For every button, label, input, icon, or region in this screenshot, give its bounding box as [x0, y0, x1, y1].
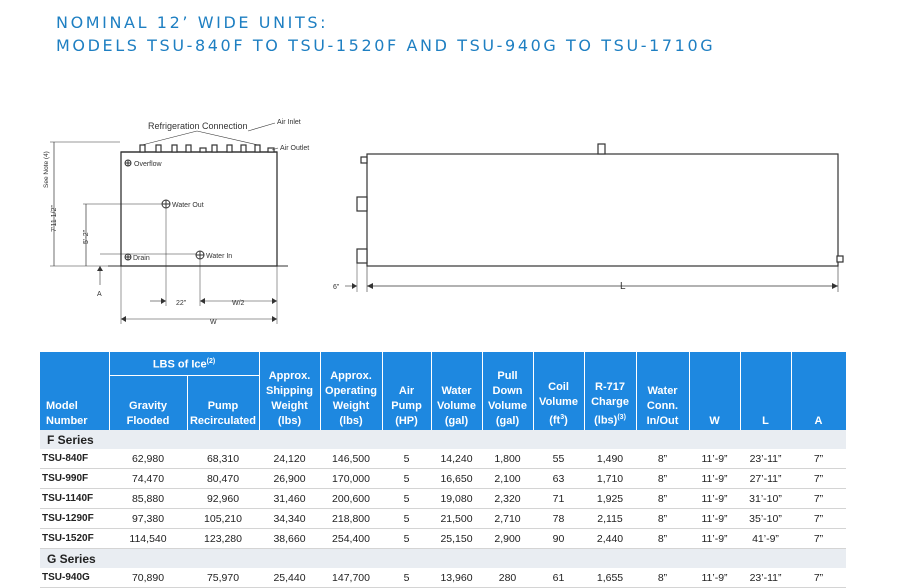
see-note-label: See Note (4) — [43, 151, 50, 188]
height-water-label: 5’-2” — [83, 229, 90, 244]
table-cell: 31’-10” — [740, 489, 791, 509]
series-label-f: F Series — [40, 430, 846, 449]
table-cell: 8” — [636, 529, 689, 549]
table-cell: 8” — [636, 489, 689, 509]
table-cell: 55 — [533, 449, 584, 469]
table-cell: 68,310 — [187, 449, 259, 469]
model-cell: TSU-990F — [40, 469, 109, 489]
table-cell: 147,700 — [320, 568, 382, 588]
header-w: W — [689, 352, 740, 430]
page-heading-line-1: NOMINAL 12’ WIDE UNITS: — [56, 13, 329, 32]
plan-view-labels — [333, 281, 626, 292]
header-pull-down-volume: Pull Down Volume (gal) — [482, 352, 533, 430]
table-cell: 85,880 — [109, 489, 187, 509]
table-row — [40, 469, 846, 489]
table-cell: 5 — [382, 509, 431, 529]
page-heading-line-2: MODELS TSU-840F TO TSU-1520F AND TSU-940G TO TSU-1710G — [56, 36, 716, 55]
plan-view-drawing — [345, 144, 843, 292]
table-row — [40, 449, 846, 469]
dim-l-label: L — [620, 281, 626, 292]
table-cell: 38,660 — [259, 529, 320, 549]
table-cell: 14,240 — [431, 449, 482, 469]
table-cell: 62,980 — [109, 449, 187, 469]
table-cell: 16,650 — [431, 469, 482, 489]
table-cell: 8” — [636, 469, 689, 489]
table-cell: 5 — [382, 568, 431, 588]
table-cell: 61 — [533, 568, 584, 588]
overflow-label: Overflow — [134, 161, 162, 168]
dim-6-label: 6” — [333, 284, 340, 291]
header-water-volume: Water Volume (gal) — [431, 352, 482, 430]
table-cell: 114,540 — [109, 529, 187, 549]
header-model-number: Model Number — [40, 352, 109, 430]
table-cell: 280 — [482, 568, 533, 588]
height-total-label: 7’11 1/2” — [51, 205, 58, 232]
table-cell: 23’-11” — [740, 449, 791, 469]
table-cell: 34,340 — [259, 509, 320, 529]
table-cell: 35’-10” — [740, 509, 791, 529]
air-outlet-label: Air Outlet — [280, 145, 310, 152]
table-cell: 11’-9” — [689, 568, 740, 588]
table-cell: 200,600 — [320, 489, 382, 509]
table-cell: 1,655 — [584, 568, 636, 588]
table-cell: 218,800 — [320, 509, 382, 529]
table-cell: 27’-11” — [740, 469, 791, 489]
dim-w-label: W — [210, 319, 217, 326]
dim-w2-label: W/2 — [232, 300, 245, 307]
table-cell: 26,900 — [259, 469, 320, 489]
table-cell: 5 — [382, 529, 431, 549]
table-cell: 92,960 — [187, 489, 259, 509]
air-inlet-label: Air Inlet — [277, 119, 301, 126]
header-lbs-of-ice: LBS of Ice$^{(2)}$ — [109, 352, 259, 376]
table-cell: 254,400 — [320, 529, 382, 549]
water-in-label: Water In — [206, 253, 233, 260]
table-cell: 11’-9” — [689, 449, 740, 469]
table-cell: 1,710 — [584, 469, 636, 489]
table-cell: 2,320 — [482, 489, 533, 509]
model-cell: TSU-840F — [40, 449, 109, 469]
table-cell: 2,710 — [482, 509, 533, 529]
drain-label: Drain — [133, 255, 150, 262]
header-air-pump: Air Pump (HP) — [382, 352, 431, 430]
model-cell: TSU-1140F — [40, 489, 109, 509]
table-row — [40, 529, 846, 549]
table-cell: 7” — [791, 449, 846, 469]
header-coil-volume: Coil Volume $(ft^3)$ — [533, 352, 584, 430]
table-cell: 25,150 — [431, 529, 482, 549]
header-gravity-flooded: Gravity Flooded — [109, 376, 187, 431]
model-cell: TSU-1520F — [40, 529, 109, 549]
table-cell: 23’-11” — [740, 568, 791, 588]
table-cell: 8” — [636, 568, 689, 588]
table-cell: 31,460 — [259, 489, 320, 509]
table-cell: 78 — [533, 509, 584, 529]
table-cell: 11’-9” — [689, 529, 740, 549]
table-row — [40, 509, 846, 529]
dim-a-label: A — [97, 291, 102, 298]
table-cell: 11’-9” — [689, 489, 740, 509]
table-cell: 7” — [791, 469, 846, 489]
table-cell: 7” — [791, 568, 846, 588]
table-cell: 7” — [791, 509, 846, 529]
table-cell: 7” — [791, 529, 846, 549]
series-row-f — [40, 430, 846, 449]
table-cell: 5 — [382, 449, 431, 469]
table-cell: 7” — [791, 489, 846, 509]
table-cell: 2,900 — [482, 529, 533, 549]
model-cell: TSU-940G — [40, 568, 109, 588]
table-row — [40, 489, 846, 509]
table-cell: 74,470 — [109, 469, 187, 489]
header-l: L — [740, 352, 791, 430]
table-cell: 2,115 — [584, 509, 636, 529]
table-cell: 5 — [382, 469, 431, 489]
side-view-drawing — [50, 123, 288, 324]
table-cell: 8” — [636, 449, 689, 469]
table-cell: 63 — [533, 469, 584, 489]
table-cell: 70,890 — [109, 568, 187, 588]
table-cell: 146,500 — [320, 449, 382, 469]
table-row — [40, 568, 846, 588]
specifications-table — [40, 352, 847, 588]
table-cell: 5 — [382, 489, 431, 509]
water-out-label: Water Out — [172, 202, 204, 209]
table-cell: 105,210 — [187, 509, 259, 529]
table-cell: 97,380 — [109, 509, 187, 529]
header-shipping-weight: Approx. Shipping Weight (lbs) — [259, 352, 320, 430]
table-cell: 170,000 — [320, 469, 382, 489]
table-cell: 11’-9” — [689, 469, 740, 489]
header-r717-charge: R-717 Charge (lbs)$^{(3)}$ — [584, 352, 636, 430]
table-cell: 11’-9” — [689, 509, 740, 529]
table-cell: 25,440 — [259, 568, 320, 588]
series-label-g: G Series — [40, 549, 846, 569]
table-cell: 1,925 — [584, 489, 636, 509]
header-operating-weight: Approx. Operating Weight (lbs) — [320, 352, 382, 430]
table-cell: 2,440 — [584, 529, 636, 549]
model-cell: TSU-1290F — [40, 509, 109, 529]
table-cell: 13,960 — [431, 568, 482, 588]
dim-22-label: 22” — [176, 300, 187, 307]
table-cell: 75,970 — [187, 568, 259, 588]
table-cell: 1,800 — [482, 449, 533, 469]
series-row-g — [40, 549, 846, 569]
table-cell: 41’-9” — [740, 529, 791, 549]
table-cell: 1,490 — [584, 449, 636, 469]
header-water-conn: Water Conn. In/Out — [636, 352, 689, 430]
table-cell: 19,080 — [431, 489, 482, 509]
table-cell: 21,500 — [431, 509, 482, 529]
table-cell: 71 — [533, 489, 584, 509]
refrigeration-connection-label: Refrigeration Connection — [148, 121, 248, 131]
header-pump-recirculated: Pump Recirculated — [187, 376, 259, 431]
table-cell: 2,100 — [482, 469, 533, 489]
table-cell: 90 — [533, 529, 584, 549]
table-cell: 24,120 — [259, 449, 320, 469]
header-a: A — [791, 352, 846, 430]
table-cell: 8” — [636, 509, 689, 529]
table-cell: 123,280 — [187, 529, 259, 549]
table-cell: 80,470 — [187, 469, 259, 489]
